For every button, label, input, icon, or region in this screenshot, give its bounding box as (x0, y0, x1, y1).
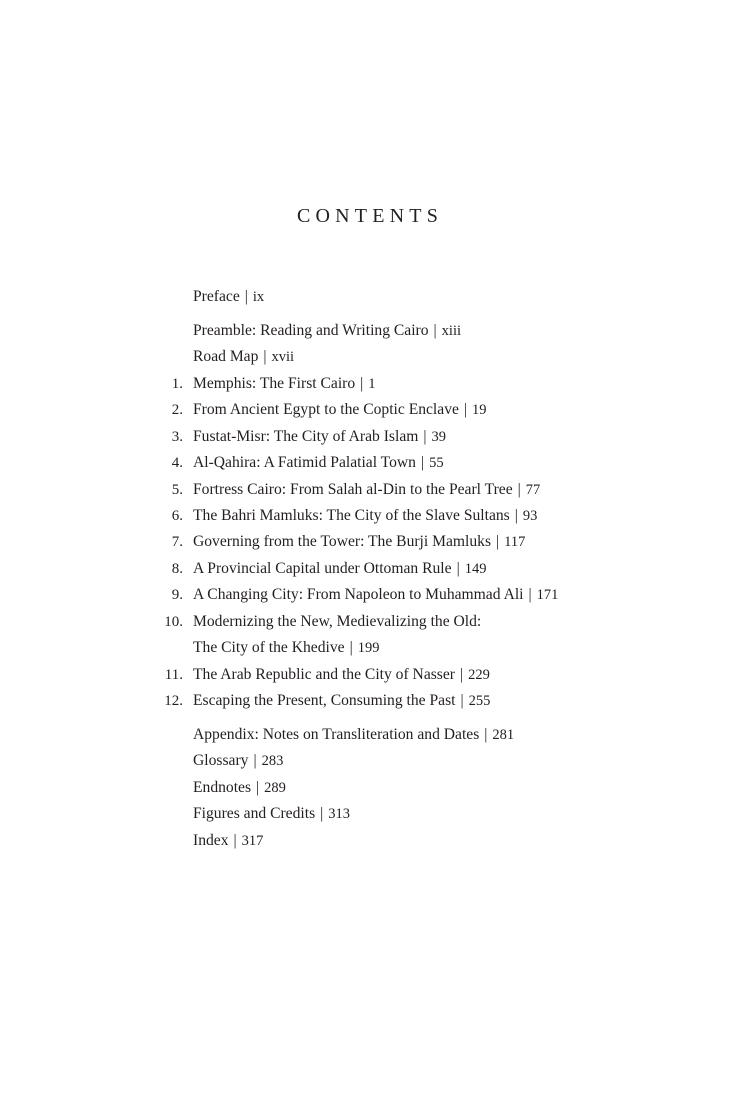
entry-title: Index (193, 831, 229, 849)
page-number: 171 (536, 587, 559, 604)
page-number: 77 (525, 481, 541, 498)
entry-text (193, 529, 525, 555)
separator: | (433, 321, 437, 339)
page-number: 317 (241, 832, 264, 849)
separator: | (514, 507, 518, 524)
entry-title: Figures and Credits (193, 805, 316, 823)
toc-front-entry[interactable] (0, 284, 735, 310)
chapter-number: 12. (164, 693, 183, 710)
entry-title: Modernizing the New, Medievalizing the Old: (193, 612, 482, 630)
page-number: 229 (468, 666, 490, 683)
page-number: 39 (431, 428, 446, 445)
entry-text (193, 662, 490, 688)
entry-text (193, 801, 350, 827)
entry-text (193, 748, 283, 774)
separator: | (244, 288, 248, 305)
toc-chapter-entry[interactable] (0, 397, 735, 423)
separator: | (349, 639, 353, 657)
chapter-number: 3. (171, 428, 183, 445)
separator: | (496, 533, 500, 551)
separator: | (484, 726, 488, 743)
separator: | (360, 374, 364, 392)
entry-title: Fortress Cairo: From Salah al-Din to the Pearl Tree (193, 480, 513, 498)
page-number: 289 (264, 779, 286, 796)
separator: | (263, 348, 267, 366)
toc-chapter-entry[interactable] (0, 371, 735, 397)
entry-title: Glossary (193, 752, 249, 770)
entry-title: Al-Qahira: A Fatimid Palatial Town (193, 454, 416, 472)
entry-text (193, 284, 264, 310)
chapter-number: 5. (171, 481, 183, 498)
contents-heading: CONTENTS (296, 205, 444, 227)
page-number: xiii (441, 322, 462, 339)
entry-title: Endnotes (193, 778, 252, 796)
entry-text (193, 688, 490, 714)
toc-back-entry[interactable] (0, 748, 735, 774)
toc-chapter-entry[interactable] (0, 529, 735, 555)
entry-title: A Provincial Capital under Ottoman Rule (193, 559, 452, 577)
entry-text (193, 318, 461, 344)
page-number: 283 (261, 753, 284, 770)
entry-title: The City of the Khedive (193, 639, 345, 657)
toc-chapter-entry[interactable] (0, 503, 735, 529)
entry-text (193, 722, 514, 748)
entry-text (193, 635, 379, 661)
separator: | (233, 831, 237, 849)
page-number: 255 (468, 693, 491, 710)
entry-title: A Changing City: From Napoleon to Muhammad Ali (193, 586, 524, 604)
entry-text (193, 609, 481, 635)
entry-text (193, 828, 263, 854)
page-number: xvii (271, 349, 295, 366)
entry-text (193, 397, 487, 423)
entry-title: Memphis: The First Cairo (193, 374, 356, 392)
entry-text (193, 477, 540, 503)
separator: | (420, 454, 425, 472)
separator: | (253, 752, 257, 770)
chapter-number: 11. (164, 666, 183, 683)
toc-back-entry[interactable] (0, 775, 735, 801)
toc-chapter-entry[interactable] (0, 688, 735, 714)
page-number: 281 (492, 727, 515, 743)
separator: | (517, 480, 521, 498)
page-number: 19 (472, 402, 487, 419)
toc-chapter-entry[interactable] (0, 477, 735, 503)
toc-chapter-entry[interactable] (0, 662, 735, 688)
entry-text (193, 503, 537, 529)
toc-chapter-entry[interactable] (0, 582, 735, 608)
toc-chapter-entry[interactable] (0, 424, 735, 450)
page-number: ix (252, 289, 265, 305)
page-number: 93 (522, 508, 538, 524)
toc-chapter-entry[interactable] (0, 609, 735, 635)
page-number: 199 (357, 640, 380, 657)
chapter-number: 10. (164, 613, 183, 630)
entry-title: Governing from the Tower: The Burji Mamluks (193, 533, 492, 551)
separator: | (528, 586, 532, 604)
toc-front-entry[interactable] (0, 344, 735, 370)
entry-text (193, 424, 446, 450)
entry-text (193, 775, 286, 801)
page-number: 313 (328, 806, 351, 823)
chapter-number: 9. (171, 587, 183, 604)
toc-chapter-entry[interactable] (0, 450, 735, 476)
entry-title: Preface (193, 288, 240, 305)
chapter-number: 2. (171, 402, 183, 419)
entry-text (193, 371, 376, 397)
chapter-number: 4. (171, 455, 183, 472)
entry-text (193, 556, 486, 582)
chapter-number: 8. (171, 560, 183, 577)
page-number: 117 (504, 534, 526, 551)
toc-front-entry[interactable] (0, 318, 735, 344)
toc-chapter-entry-continued[interactable] (0, 635, 735, 661)
separator: | (456, 559, 460, 577)
page-number: 55 (429, 455, 444, 472)
entry-text (193, 582, 558, 608)
entry-title: Preamble: Reading and Writing Cairo (193, 321, 429, 339)
entry-text (193, 344, 294, 370)
page-number: 149 (464, 560, 487, 577)
entry-title: Escaping the Present, Consuming the Past (193, 692, 456, 710)
chapter-number: 6. (171, 508, 183, 524)
separator: | (423, 427, 427, 445)
toc-back-entry[interactable] (0, 722, 735, 748)
entry-title: The Bahri Mamluks: The City of the Slave Sultans (193, 507, 510, 524)
entry-title: The Arab Republic and the City of Nasser (193, 665, 455, 683)
entry-title: Appendix: Notes on Transliteration and Dates (193, 726, 480, 743)
entry-title: Fustat-Misr: The City of Arab Islam (193, 427, 419, 445)
entry-text (193, 450, 444, 476)
toc-back-entry[interactable] (0, 801, 735, 827)
separator: | (320, 805, 324, 823)
separator: | (256, 778, 260, 796)
entry-title: From Ancient Egypt to the Coptic Enclave (193, 401, 459, 419)
chapter-number: 7. (171, 534, 183, 551)
separator: | (463, 401, 468, 419)
page-number: 1 (368, 375, 376, 392)
table-of-contents (0, 284, 735, 854)
entry-title: Road Map (193, 348, 259, 366)
separator: | (460, 665, 464, 683)
separator: | (460, 692, 464, 710)
toc-back-entry[interactable] (0, 828, 735, 854)
toc-chapter-entry[interactable] (0, 556, 735, 582)
chapter-number: 1. (171, 375, 183, 392)
